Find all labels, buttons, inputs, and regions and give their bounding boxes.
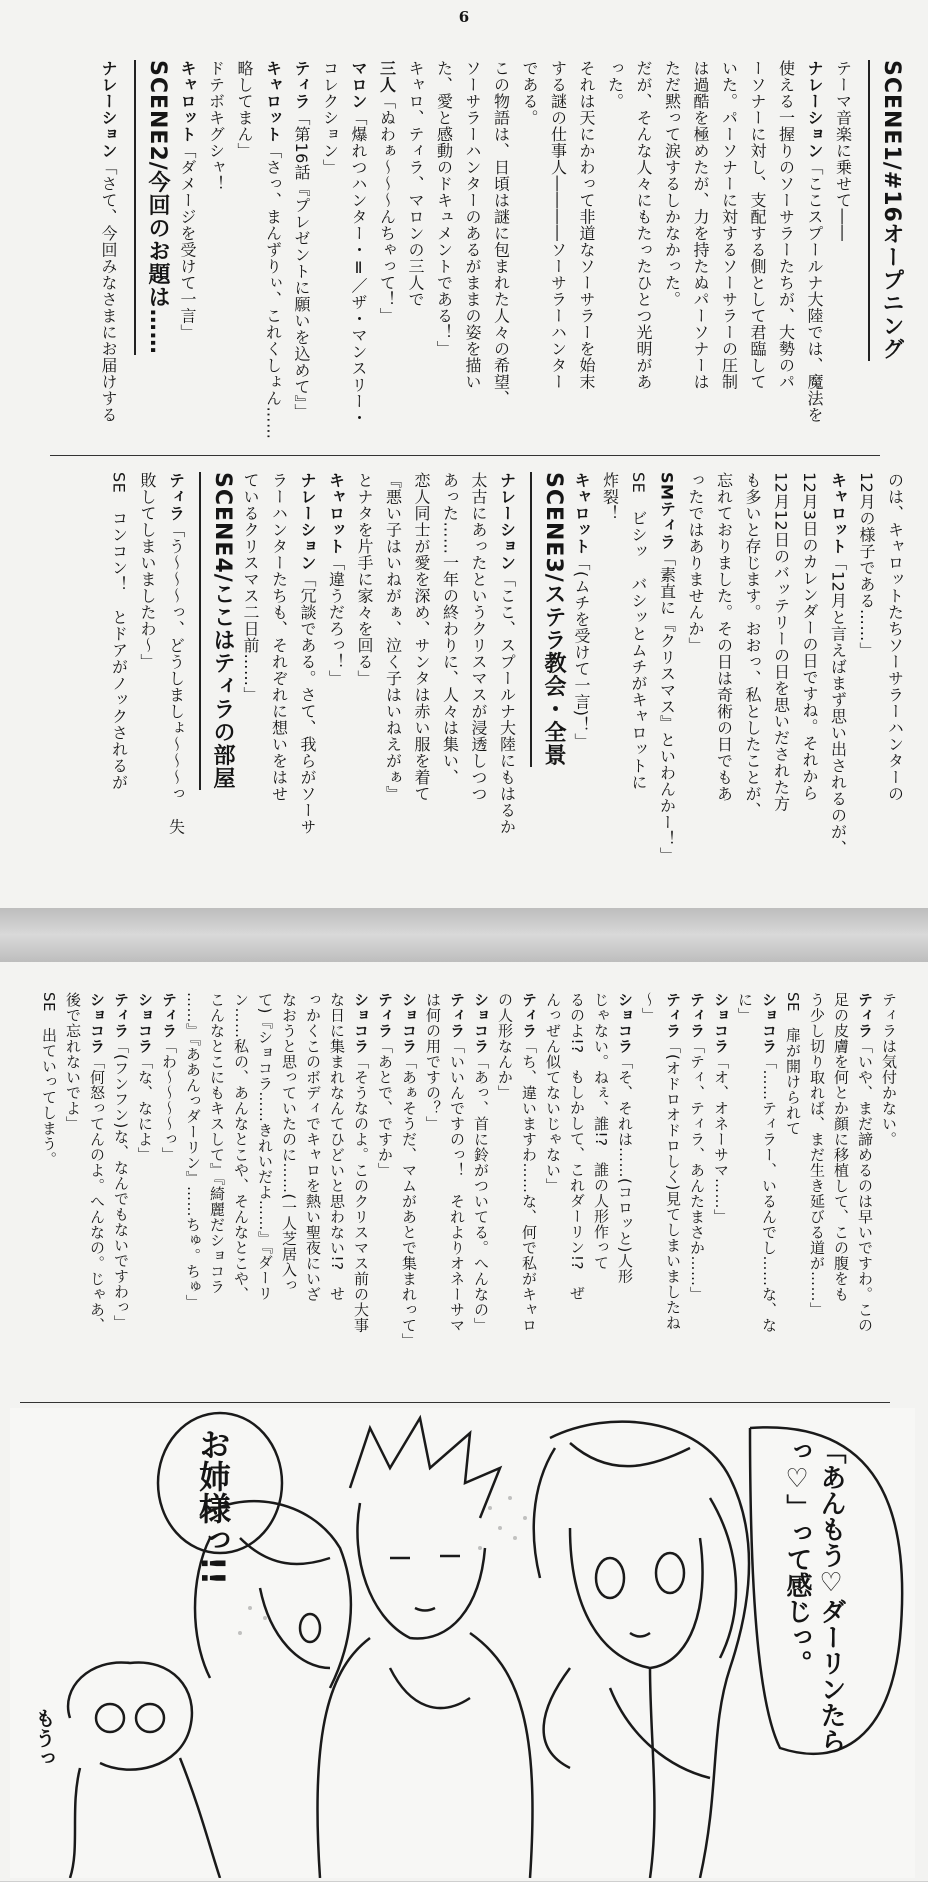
text-column xyxy=(595,472,624,892)
dialogue-text: う少し切り取れば、まだ生き延びる道が……」 xyxy=(808,992,826,1318)
text-column xyxy=(600,60,629,450)
text-column xyxy=(567,472,596,892)
dialogue-text: 「(ムチを受けて一言)！」 xyxy=(572,554,591,750)
text-column xyxy=(878,992,902,1392)
dialogue-text: 「いや、まだ諦めるのは早いですわ。この xyxy=(856,1038,874,1333)
dialogue-text: だが、そんな人々にもたったひとつ光明があ xyxy=(634,60,653,390)
dialogue-text: ラーハンターたちも、それぞれに想いをはせ xyxy=(269,472,289,802)
text-column xyxy=(686,60,715,450)
text-column xyxy=(662,992,686,1392)
dialogue-text: 足の皮膚を何とか顔に移植して、この腹をも xyxy=(832,992,850,1302)
page-top xyxy=(0,0,928,908)
scene-title: SCENE2/今回のお題は…… xyxy=(134,60,173,355)
text-column xyxy=(287,60,316,450)
scene-title: SCENE1/#16オープニング xyxy=(868,60,907,361)
dialogue-text: コレクション」 xyxy=(320,60,340,176)
text-column xyxy=(350,472,379,892)
small-exclamation-text: もうっ xyxy=(32,1708,56,1768)
right-girl-face xyxy=(570,1528,703,1668)
text-column xyxy=(828,60,857,450)
dialogue-text: 忘れておりました。その日は奇術の日でもあ xyxy=(714,472,734,802)
text-column xyxy=(766,472,795,892)
dialogue-text: 敗してしまいましたわ～」 xyxy=(138,472,157,670)
text-column xyxy=(446,992,470,1392)
text-column xyxy=(771,60,800,450)
text-column xyxy=(133,472,162,892)
speaker-name: 三人 xyxy=(377,60,397,93)
dialogue-text: ーソナーに対し、支配する側として君臨して xyxy=(748,60,767,390)
text-column xyxy=(686,992,710,1392)
text-column xyxy=(230,60,259,450)
text-column xyxy=(624,472,653,892)
text-column xyxy=(795,472,824,892)
speaker-name: ショコラ xyxy=(400,992,418,1054)
dialogue-text: っかくこのボディでキャロを熱い聖夜にいざ xyxy=(304,992,322,1302)
upper-section xyxy=(0,40,928,450)
scene-title: SCENE3/ステラ教会・全景 xyxy=(530,472,569,767)
speaker-name: キャロット xyxy=(572,472,591,555)
text-column xyxy=(258,60,287,450)
dialogue-text: ソーサラーハンターのあるがままの姿を描い xyxy=(463,60,482,390)
dialogue-text: それは天にかわって非道なソーサラーを始末 xyxy=(577,60,596,390)
text-column xyxy=(173,60,202,450)
dialogue-text: 「ティ、ティラ、あんたまさか……」 xyxy=(688,1038,706,1302)
dialogue-text: 「違うだろっ！」 xyxy=(326,554,346,687)
dialogue-text: も多いと存じます。おおっ、私としたことが、 xyxy=(743,472,762,819)
text-column xyxy=(134,992,158,1392)
dialogue-text: な日に集まれなんてひどいと思わない!? せ xyxy=(328,992,346,1302)
left-bubble-text: お姉様っ!! xyxy=(194,1428,232,1586)
dialogue-text: 「な、なによ」 xyxy=(136,1054,154,1163)
text-column xyxy=(652,472,681,892)
text-column xyxy=(38,992,62,1392)
dialogue-text: SE 出ていってしまう。 xyxy=(40,992,58,1167)
text-column xyxy=(86,992,110,1392)
text-column xyxy=(823,472,852,892)
dialogue-text: 略してまん」 xyxy=(235,60,254,159)
speaker-name: ショコラ xyxy=(760,992,778,1054)
dialogue-text: った。 xyxy=(605,60,625,110)
dialogue-text: ドテボキグシャ！ xyxy=(206,60,226,192)
text-column xyxy=(422,992,446,1392)
dialogue-text: 「……ティラー、いるんでし……な、な xyxy=(760,1054,778,1333)
speaker-name: ショコラ xyxy=(712,992,730,1054)
scene-title: SCENE4/ここはティラの部屋 xyxy=(199,472,238,790)
text-column xyxy=(435,472,464,892)
speaker-name: ショコラ xyxy=(352,992,370,1054)
dialogue-text: に」 xyxy=(736,992,754,1023)
text-column xyxy=(486,60,515,450)
dialogue-text: ン……私の、あんなとこや、そんなとこや、 xyxy=(232,992,250,1302)
dialogue-text: である。 xyxy=(520,60,539,126)
dialogue-text: あった……一年の終わりに、人々は集い、 xyxy=(440,472,460,786)
text-column xyxy=(206,992,230,1392)
text-column xyxy=(543,60,572,450)
speaker-name: ナレーション xyxy=(805,60,824,159)
dialogue-text: のは、キャロットたちソーサラーハンターの xyxy=(885,472,905,802)
text-column xyxy=(429,60,458,450)
text-column xyxy=(104,472,133,892)
dialogue-text: 「素直に『クリスマス』といわんかー！」 xyxy=(657,549,677,864)
dialogue-text: 「オ、オネーサマ……」 xyxy=(712,1054,730,1225)
speaker-name: ティラ xyxy=(166,472,186,522)
speaker-name: マロン xyxy=(349,60,368,110)
dialogue-text: なおうと思っていたのに……(一人芝居入っ xyxy=(280,992,298,1293)
text-column xyxy=(714,60,743,450)
text-column xyxy=(350,992,374,1392)
text-column xyxy=(344,60,373,450)
text-column xyxy=(398,992,422,1392)
text-column xyxy=(657,60,686,450)
text-column xyxy=(852,472,881,892)
speaker-name: ティラ xyxy=(160,992,178,1039)
text-column xyxy=(321,472,350,892)
speaker-name: キャロット xyxy=(326,472,346,555)
text-column xyxy=(230,992,254,1392)
text-column xyxy=(518,992,542,1392)
dialogue-text: 恋人同士が愛を深め、サンタは赤い服を着て xyxy=(412,472,431,802)
text-column xyxy=(830,992,854,1392)
dialogue-text: ったではありませんか」 xyxy=(686,472,705,654)
dialogue-text: 「う～～～っ、どうしましょ～～～っ 失 xyxy=(166,521,186,835)
text-column xyxy=(710,992,734,1392)
text-column xyxy=(374,992,398,1392)
text-column xyxy=(161,472,190,892)
dialogue-text: 「さて、今回みなさまにお届けする xyxy=(99,159,118,423)
dialogue-text: んっぜん似てないじゃない」 xyxy=(544,992,562,1194)
text-column xyxy=(315,60,344,450)
dialogue-text: 「ここスプールナ大陸では、魔法を xyxy=(805,159,824,423)
text-column xyxy=(614,992,638,1392)
dialogue-text: テーマ音楽に乗せて―― xyxy=(833,60,853,242)
dialogue-text: 「(フンフン)な、なんでもないですわっ」 xyxy=(112,1038,130,1331)
text-column xyxy=(854,992,878,1392)
speaker-name: ティラ xyxy=(292,60,311,110)
dialogue-text: 「ここ、スプールナ大陸にもはるか xyxy=(497,571,517,835)
text-column xyxy=(201,60,230,450)
text-column xyxy=(494,992,518,1392)
text-column xyxy=(110,992,134,1392)
text-column xyxy=(800,60,829,450)
text-column xyxy=(378,472,407,892)
speaker-name: ショコラ xyxy=(136,992,154,1054)
text-column xyxy=(629,60,658,450)
speaker-name: ショコラ xyxy=(88,992,106,1054)
dialogue-text: する謎の仕事人――――ソーサラーハンター xyxy=(548,60,568,390)
dialogue-text: 「そ、それは……(コロッと)人形 xyxy=(616,1054,634,1284)
text-column xyxy=(470,992,494,1392)
text-column xyxy=(806,992,830,1392)
speaker-name: ティラ xyxy=(520,992,538,1039)
dialogue-text: は何の用ですの？」 xyxy=(424,992,442,1132)
speaker-name: SMティラ xyxy=(657,472,677,550)
dialogue-text: ティラは気付かない。 xyxy=(880,992,898,1147)
text-column xyxy=(738,472,767,892)
dialogue-text: SE ビシッ バシッとムチがキャロットに xyxy=(629,472,648,791)
dialogue-text: 「さっ、まんずりぃ、これくしょん…… xyxy=(263,142,283,440)
dialogue-text: 「あとで、ですか」 xyxy=(376,1038,394,1178)
dialogue-text: キャロ、ティラ、マロンの三人で xyxy=(406,60,425,308)
dialogue-text: 「いいんですのっ！ それよりオネーサマ xyxy=(448,1038,466,1333)
text-column xyxy=(278,992,302,1392)
text-column xyxy=(62,992,86,1392)
dialogue-text: 「あっ、首に鈴がついてる。へんなの」 xyxy=(472,1054,490,1333)
right-girl-hair xyxy=(550,1422,749,1878)
page-gutter xyxy=(0,908,928,962)
dialogue-text: 「そうなのよ。このクリスマス前の大事 xyxy=(352,1054,370,1333)
dialogue-text: 「ぬわぁ～～～んちゃって！」 xyxy=(377,93,397,324)
dialogue-text: るのよ!? もしかして、これダーリン!? ぜ xyxy=(568,992,586,1301)
text-column xyxy=(293,472,322,892)
dialogue-text: 「(オドロオドロしく)見てしまいましたね xyxy=(664,1038,682,1331)
speaker-name: キャロット xyxy=(178,60,197,143)
dialogue-text: SE コンコン！ とドアがノックされるが xyxy=(109,472,129,791)
text-column xyxy=(372,60,401,450)
speaker-name: ナレーション xyxy=(298,472,317,571)
dialogue-text: 後で忘れないでよ」 xyxy=(64,992,82,1132)
speaker-name: ティラ xyxy=(688,992,706,1039)
dialogue-text: は過酷を極めたが、力を持たぬパーソナーは xyxy=(691,60,710,390)
dialogue-text: て)『ショコラ……きれいだよ……』『ダーリ xyxy=(256,992,274,1301)
dialogue-text: ただ黙って涙するしかなかった。 xyxy=(662,60,682,308)
dialogue-text: 「ダメージを受けて一言」 xyxy=(178,142,197,341)
text-column xyxy=(464,472,493,892)
dialogue-text: じゃない。ねぇ、誰!? 誰の人形作って xyxy=(592,992,610,1271)
speaker-name: ナレーション xyxy=(99,60,118,159)
chibi-figure xyxy=(68,1662,192,1769)
dialogue-text: とナタを片手に家々を回る」 xyxy=(355,472,374,687)
text-column xyxy=(572,60,601,450)
dialogue-text: 「12月と言えばまず思い出されるのが、 xyxy=(828,554,848,857)
text-column xyxy=(590,992,614,1392)
text-column xyxy=(326,992,350,1392)
boy-hair xyxy=(350,1418,500,1518)
dialogue-text: 12月12日のバッテリーの日を思いだされた方 xyxy=(771,472,791,812)
dialogue-text: 炸裂！ xyxy=(600,472,620,522)
speaker-name: ショコラ xyxy=(472,992,490,1054)
dialogue-text: いた。パーソナーに対するソーサラーの圧制 xyxy=(719,60,739,390)
dialogue-text: ……』『ああんっダーリン』……ちゅ。ちゅ」 xyxy=(184,992,202,1310)
speaker-name: ティラ xyxy=(448,992,466,1039)
text-column xyxy=(182,992,206,1392)
manga-illustration xyxy=(10,1408,915,1878)
speaker-name: ティラ xyxy=(112,992,130,1039)
dialogue-text: 「第16話『プレゼントに願いを込めて』」 xyxy=(292,109,311,420)
dialogue-text: 「ち、違いますわ……な、何で私がキャロ xyxy=(520,1038,538,1333)
dialogue-text: 太古にあったというクリスマスが浸透しつつ xyxy=(469,472,488,802)
speaker-name: キャロット xyxy=(263,60,283,143)
dialogue-text: ているクリスマス二日前……」 xyxy=(241,472,260,703)
illustration-divider xyxy=(20,1402,890,1403)
bottom-text-section xyxy=(0,992,928,1392)
dialogue-text: 「あぁそうだ、マムがあとで集まれって」 xyxy=(400,1054,418,1349)
text-column xyxy=(743,60,772,450)
text-column xyxy=(264,472,293,892)
dialogue-text: 12月の様子である……」 xyxy=(857,472,876,659)
text-column xyxy=(407,472,436,892)
text-column xyxy=(542,992,566,1392)
text-column xyxy=(492,472,521,892)
dialogue-text: 『悪い子はいねがぁ、泣く子はいねえがぁ』 xyxy=(383,472,403,802)
text-column xyxy=(638,992,662,1392)
dialogue-text: こんなとこにもキスして』『綺麗だショコラ xyxy=(208,992,226,1295)
dialogue-text: この物語は、日頃は謎に包まれた人々の希望、 xyxy=(491,60,511,407)
text-column xyxy=(681,472,710,892)
text-column xyxy=(236,472,265,892)
speaker-name: ティラ xyxy=(664,992,682,1039)
dialogue-text: 使える一握りのソーサラーたちが、大勢のパ xyxy=(776,60,796,390)
dialogue-text: 「冗談である。さて、我らがソーサ xyxy=(298,571,317,835)
speaker-name: ティラ xyxy=(856,992,874,1039)
right-bubble-text: 「あんもう♡ダーリンたらっ♡」って感じっ。 xyxy=(782,1438,846,1754)
text-column xyxy=(401,60,430,450)
text-column xyxy=(302,992,326,1392)
speaker-name: ティラ xyxy=(376,992,394,1039)
text-column xyxy=(94,60,122,450)
text-column xyxy=(254,992,278,1392)
dialogue-text: 「何怒ってんのよ。へんなの。じゃあ、 xyxy=(88,1054,106,1333)
text-column xyxy=(880,472,909,892)
page-number: 6 xyxy=(458,8,470,26)
text-column xyxy=(515,60,544,450)
dialogue-text: 12月3日のカレンダーの日ですね。それから xyxy=(800,472,819,802)
dialogue-text: 「わ～～～～っ」 xyxy=(160,1038,178,1163)
text-column xyxy=(458,60,487,450)
text-column xyxy=(734,992,758,1392)
dialogue-text: の人形なんか」 xyxy=(496,992,514,1101)
dialogue-text: 「爆れつハンター・Ⅱ／ザ・マンスリー・ xyxy=(349,109,368,426)
dialogue-text: ～」 xyxy=(640,992,658,1023)
section-divider xyxy=(50,455,880,456)
lower-section xyxy=(0,462,928,902)
text-column xyxy=(566,992,590,1392)
speaker-name: ショコラ xyxy=(616,992,634,1054)
text-column xyxy=(758,992,782,1392)
text-column xyxy=(782,992,806,1392)
speaker-name: キャロット xyxy=(828,472,848,555)
text-column xyxy=(709,472,738,892)
dialogue-text: SE 扉が開けられて xyxy=(784,992,802,1136)
speaker-name: ナレーション xyxy=(497,472,517,571)
boy-body xyxy=(317,1638,370,1878)
dialogue-text: た、愛と感動のドキュメントである！」 xyxy=(434,60,454,357)
text-column xyxy=(158,992,182,1392)
